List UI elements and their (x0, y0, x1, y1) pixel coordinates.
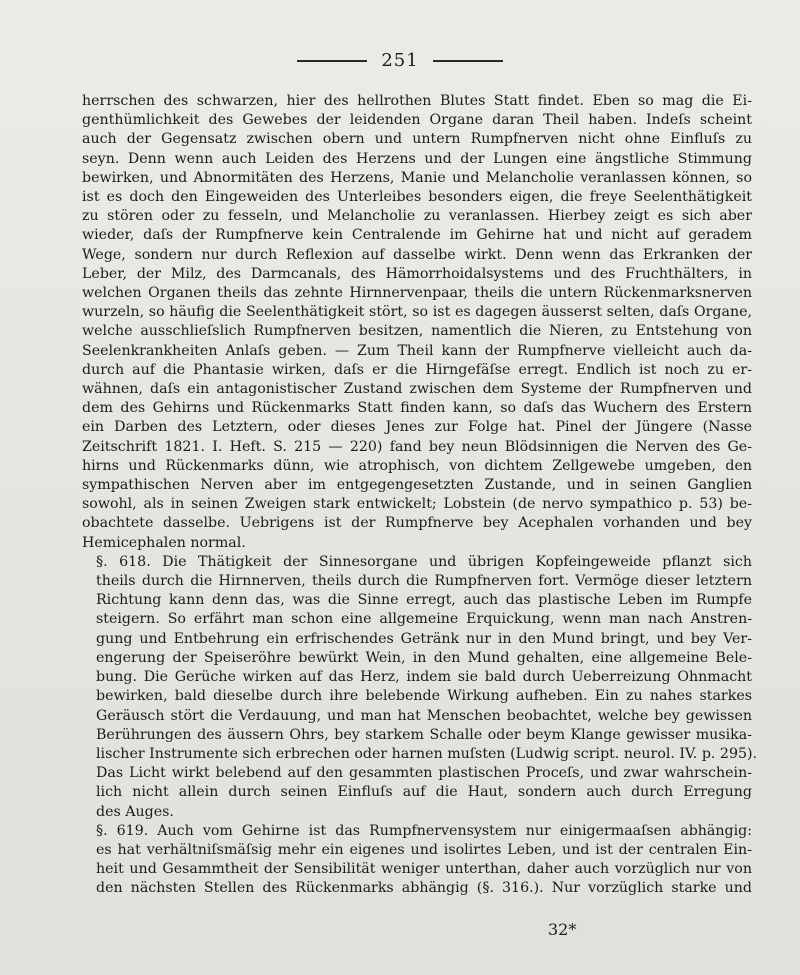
text-line: des Auges. (96, 803, 174, 820)
text-line: dem des Gehirns und Rückenmarks Statt finden kann, so daſs das Wuchern des Erstern (82, 400, 752, 417)
text-line: engerung der Speiseröhre bewürkt Wein, in den Mund gehalten, eine allgemeine Bele- (96, 649, 752, 666)
text-line: sympathischen Nerven aber im entgegengesetzten Zustande, und in seinen Ganglien (82, 477, 752, 494)
text-line: lischer Instrumente sich erbrechen oder harnen muſsten (Ludwig script. neurol. IV. p. 295). (96, 745, 758, 762)
text-line: ist es doch den Eingeweiden des Unterleibes besonders eigen, die freye Seelenthätigkeit (82, 189, 752, 206)
text-line: gung und Entbehrung ein erfrischendes Getränk nur in den Mund bringt, und bey Ver- (96, 630, 752, 647)
page-number: 251 (381, 50, 419, 71)
text-line: Zeitschrift 1821. I. Heft. S. 215 — 220) fand bey neun Blödsinnigen die Nerven des Ge- (82, 438, 752, 455)
page-body (82, 92, 758, 899)
text-line: Leber, der Milz, des Darmcanals, des Hämorrhoidalsystems und des Fruchthälters, in (82, 265, 752, 282)
text-line: obachtete dasselbe. Uebrigens ist der Rumpfnerve bey Acephalen vorhanden und bey (82, 515, 752, 532)
text-line: bung. Die Gerüche wirken auf das Herz, indem sie bald durch Ueberreizung Ohnmacht (96, 669, 752, 686)
text-line: durch auf die Phantasie wirken, daſs er die Hirngefäſse erregt. Endlich ist noch zu er- (82, 361, 752, 378)
text-line: Geräusch stört die Verdauung, und man hat Menschen beobachtet, welche bey gewissen (96, 707, 752, 724)
text-line: hirns und Rückenmarks dünn, wie atrophisch, von dichtem Zellgewebe umgeben, den (82, 457, 752, 474)
text-line: wähnen, daſs ein antagonistischer Zustand zwischen dem Systeme der Rumpfnerven und (82, 381, 752, 398)
text-line: theils durch die Hirnnerven, theils durch die Rumpfnerven fort. Vermöge dieser letztern (96, 573, 752, 590)
text-line: auch der Gegensatz zwischen obern und untern Rumpfnerven nicht ohne Einfluſs zu (82, 131, 752, 148)
text-line: Wege, sondern nur durch Reflexion auf dasselbe wirkt. Denn wenn das Erkranken der (82, 246, 752, 263)
paragraph-continuation (82, 92, 752, 553)
text-line: zu stören oder zu fesseln, und Melancholie zu veranlassen. Hierbey zeigt es sich aber (82, 208, 752, 225)
text-line: Seelenkrankheiten Anlaſs geben. — Zum Theil kann der Rumpfnerve vielleicht auch da- (82, 342, 752, 359)
text-line: welche ausschlieſslich Rumpfnerven besitzen, namentlich die Nieren, zu Entstehung von (82, 323, 752, 340)
text-line: wurzeln, so häufig die Seelenthätigkeit stört, so ist es dagegen äusserst selten, daſs Organe, (82, 304, 752, 321)
text-line: wieder, daſs der Rumpfnerve kein Centralende im Gehirne hat und nicht auf geradem (82, 227, 752, 244)
text-line: sowohl, als in seinen Zweigen stark entwickelt; Lobstein (de nervo sympathico p. 53) be- (82, 496, 752, 513)
text-line: es hat verhältniſsmäſsig mehr ein eigenes und isolirtes Leben, und ist der centralen Ein- (96, 841, 752, 858)
text-line: heit und Gesammtheit der Sensibilität weniger unterthan, daher auch vorzüglich nur von (96, 861, 752, 878)
text-line: den nächsten Stellen des Rückenmarks abhängig (§. 316.). Nur vorzüglich starke und (96, 880, 752, 897)
text-line: Richtung kann denn das, was die Sinne erregt, auch das plastische Leben im Rumpfe (96, 592, 752, 609)
text-line: bewirken, bald dieselbe durch ihre belebende Wirkung aufheben. Ein zu nahes starkes (96, 688, 752, 705)
header-rule-right (433, 60, 503, 62)
text-line: bewirken, und Abnormitäten des Herzens, Manie und Melancholie veranlassen können, so (82, 169, 752, 186)
paragraph-section-619 (82, 822, 752, 899)
header-rule-left (297, 60, 367, 62)
text-line: Hemicephalen normal. (82, 534, 246, 551)
text-line: steigern. So erfährt man schon eine allgemeine Erquickung, wenn man nach Anstren- (96, 611, 752, 628)
text-line: lich nicht allein durch seinen Einfluſs auf die Haut, sondern auch durch Erregung (96, 784, 752, 801)
text-line: ein Darben des Letztern, oder dieses Jenes zur Folge hat. Pinel der Jüngere (Nasse (82, 419, 752, 436)
text-line: seyn. Denn wenn auch Leiden des Herzens und der Lungen eine ängstliche Stimmung (82, 150, 752, 167)
text-line: welchen Organen theils das zehnte Hirnnervenpaar, theils die untern Rückenmarksnerven (82, 285, 752, 302)
text-line: genthümlichkeit des Gewebes der leidenden Organe daran Theil haben. Indeſs scheint (82, 112, 752, 129)
text-line: Berührungen des äussern Ohrs, bey starkem Schalle oder beym Klange gewisser musika- (96, 726, 752, 743)
text-line: Das Licht wirkt belebend auf den gesammten plastischen Proceſs, und zwar wahrschein- (96, 765, 752, 782)
signature-mark: 32* (548, 920, 577, 939)
page-header (0, 50, 800, 71)
text-line: §. 619. Auch vom Gehirne ist das Rumpfnervensystem nur einigermaaſsen abhängig: (96, 822, 752, 839)
paragraph-section-618 (82, 553, 758, 822)
text-line: §. 618. Die Thätigkeit der Sinnesorgane und übrigen Kopfeingeweide pflanzt sich (96, 553, 752, 570)
text-line: herrschen des schwarzen, hier des hellrothen Blutes Statt findet. Eben so mag die Ei- (82, 93, 752, 109)
